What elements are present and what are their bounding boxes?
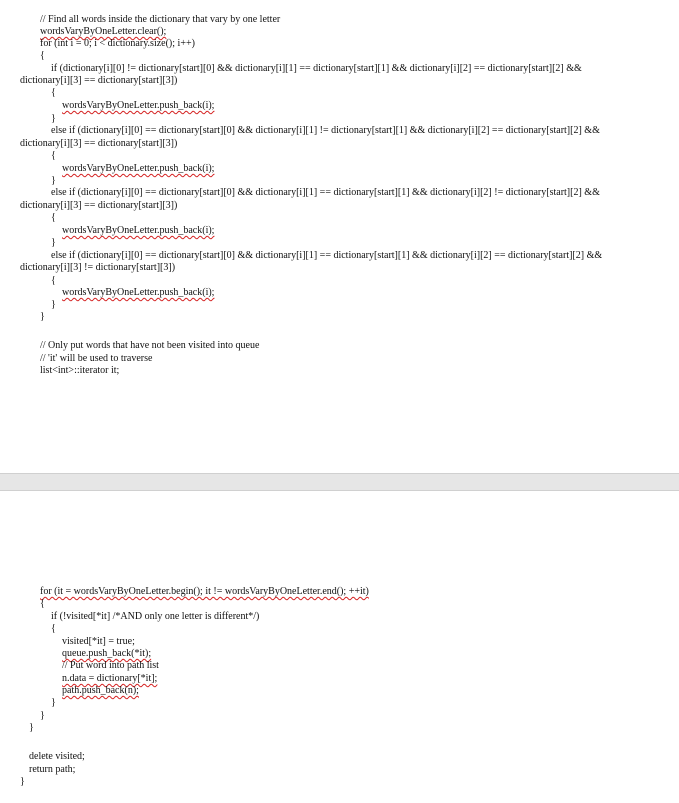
code-line: } [51, 113, 56, 124]
code-line: { [40, 50, 45, 61]
code-line: list<int>::iterator it; [40, 365, 120, 376]
code-line: // 'it' will be used to traverse [40, 353, 153, 364]
code-line: path.push_back(n); [62, 685, 139, 696]
code-line: wordsVaryByOneLetter.push_back(i); [62, 287, 215, 298]
code-line: } [51, 299, 56, 310]
code-line: { [51, 275, 56, 286]
code-line: } [29, 722, 34, 733]
code-line: wordsVaryByOneLetter.push_back(i); [62, 163, 215, 174]
code-line: else if (dictionary[i][0] == dictionary[start][0] && dictionary[i][1] == dictionary[start][1] && dictionary[i][2] == dictionary[start][2] && [51, 250, 603, 261]
page-separator [0, 473, 679, 491]
code-line: queue.push_back(*it); [62, 648, 152, 659]
code-line: dictionary[i][3] == dictionary[start][3]) [20, 200, 178, 211]
code-line: } [20, 776, 25, 787]
code-line: // Find all words inside the dictionary that vary by one letter [40, 14, 281, 25]
code-line: dictionary[i][3] == dictionary[start][3]) [20, 75, 178, 86]
code-line: for (int i = 0; i < dictionary.size(); i++) [40, 38, 195, 49]
code-line: if (dictionary[i][0] != dictionary[start][0] && dictionary[i][1] == dictionary[start][1] && dictionary[i][2] == dictionary[start][2] && [51, 63, 582, 74]
code-line: else if (dictionary[i][0] == dictionary[start][0] && dictionary[i][1] == dictionary[start][1] && dictionary[i][2] != dictionary[start][2] && [51, 187, 600, 198]
code-line: { [51, 212, 56, 223]
code-line: else if (dictionary[i][0] == dictionary[start][0] && dictionary[i][1] != dictionary[start][1] && dictionary[i][2] == dictionary[start][2] && [51, 125, 600, 136]
code-line: } [40, 311, 45, 322]
code-line: // Only put words that have not been visited into queue [40, 340, 260, 351]
code-line: dictionary[i][3] != dictionary[start][3]) [20, 262, 176, 273]
code-line: n.data = dictionary[*it]; [62, 673, 158, 684]
code-line: delete visited; [29, 751, 85, 762]
code-line: { [40, 598, 45, 609]
code-line: { [51, 150, 56, 161]
code-line: dictionary[i][3] == dictionary[start][3]) [20, 138, 178, 149]
code-line: } [51, 175, 56, 186]
code-line: } [51, 237, 56, 248]
code-line: } [40, 710, 45, 721]
code-line: // Put word into path list [62, 660, 159, 671]
code-line: return path; [29, 764, 76, 775]
document-page-2 [0, 491, 679, 803]
code-line: for (it = wordsVaryByOneLetter.begin(); it != wordsVaryByOneLetter.end(); ++it) [40, 586, 369, 597]
code-line: wordsVaryByOneLetter.push_back(i); [62, 225, 215, 236]
code-line: { [51, 623, 56, 634]
code-line: wordsVaryByOneLetter.clear(); [40, 26, 167, 37]
code-line: wordsVaryByOneLetter.push_back(i); [62, 100, 215, 111]
code-line: visited[*it] = true; [62, 636, 135, 647]
code-line: if (!visited[*it] /*AND only one letter is different*/) [51, 611, 260, 622]
code-line: { [51, 87, 56, 98]
code-line: } [51, 697, 56, 708]
